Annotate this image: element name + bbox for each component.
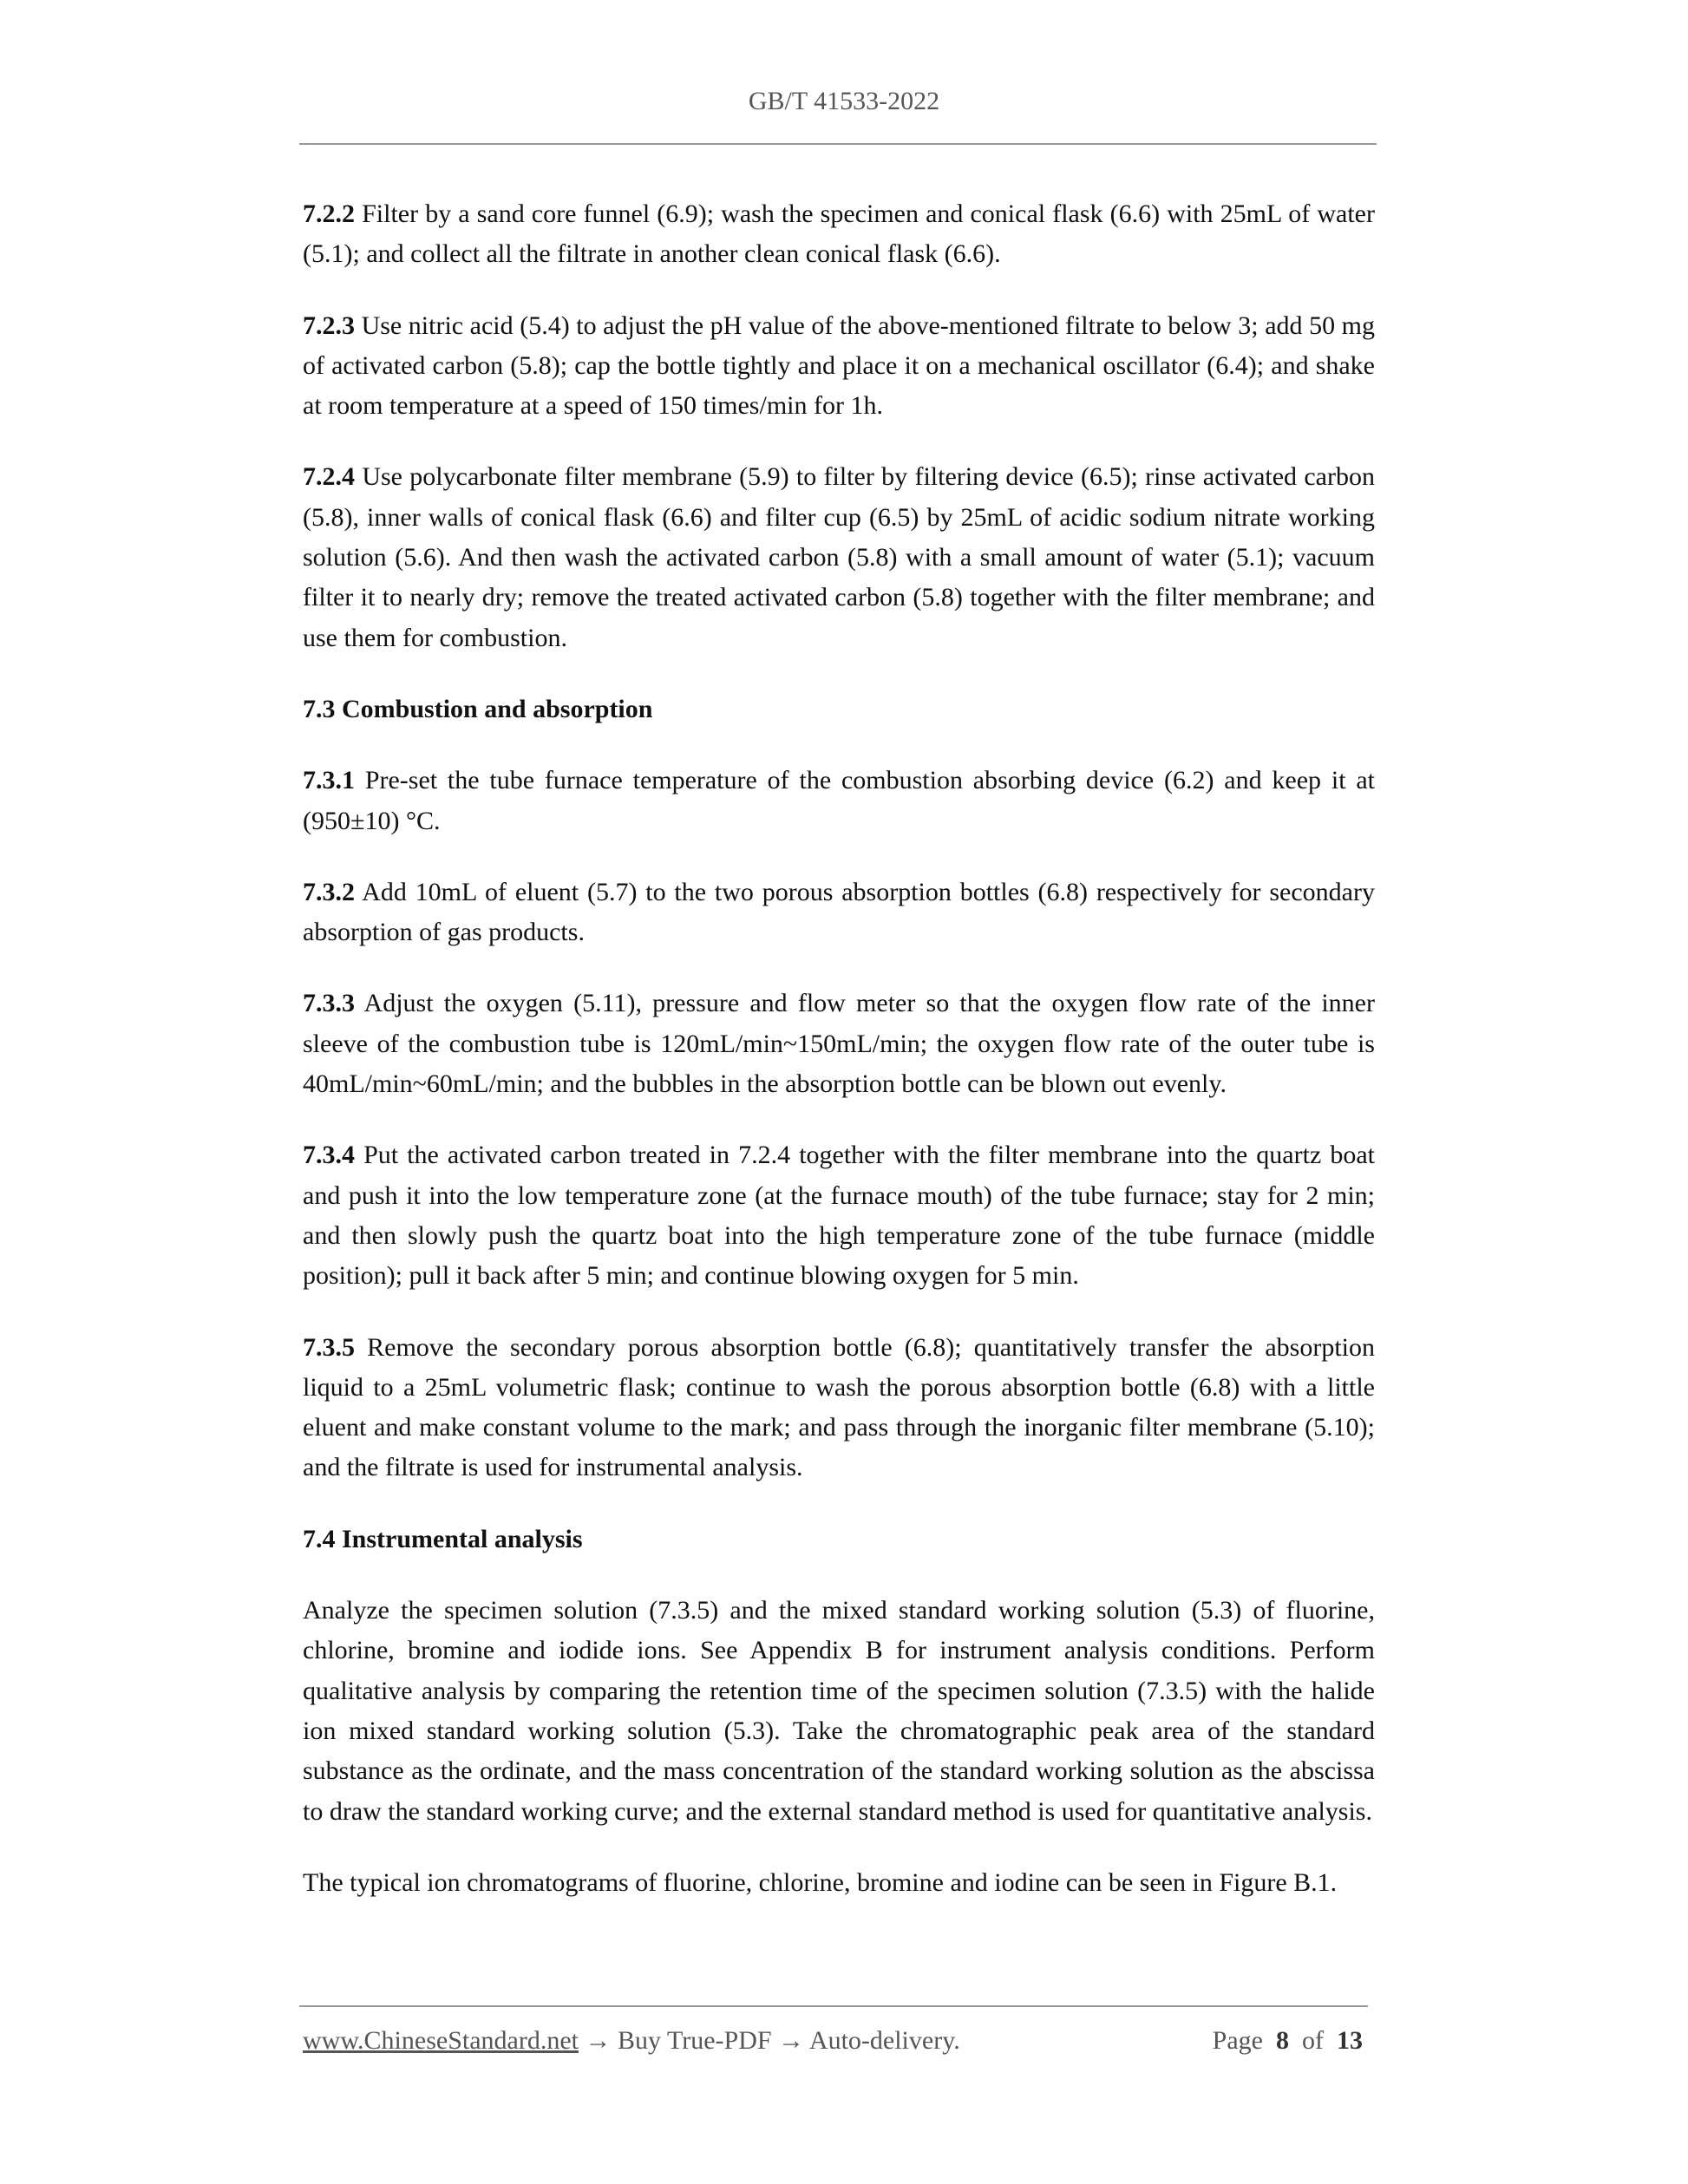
clause-text: Use polycarbonate filter membrane (5.9) to filter by filtering device (6.5); rinse activated carbon (5.8), inner walls of conical flask (6.6) and filter cup (6.5) by 25mL of acidic sodium nitrate working solution (5.6). And then wash the activated carbon (5.8) with a small amount of water (5.1); vacuum filter it to nearly dry; remove the treated activated carbon (5.8) together with the filter membrane; and use them for combustion. (303, 462, 1375, 652)
paragraph-7-3-3 (303, 984, 1375, 1104)
section-heading-7-4 (303, 1520, 1375, 1560)
paragraph-7-3-2 (303, 873, 1375, 953)
clause-number: 7.2.4 (303, 462, 355, 492)
clause-number: 7.3.4 (303, 1141, 355, 1170)
header-divider (299, 143, 1377, 145)
clause-number: 7.2.2 (303, 199, 355, 228)
footer-divider (299, 2005, 1368, 2007)
clause-text: Pre-set the tube furnace temperature of the combustion absorbing device (6.2) and keep it at (950±10) °C. (303, 766, 1375, 835)
page-indicator (1213, 2026, 1363, 2056)
of-label: of (1302, 2026, 1324, 2055)
clause-text: Adjust the oxygen (5.11), pressure and flow meter so that the oxygen flow rate of the inner sleeve of the combustion tube is 120mL/min~150mL/min; the oxygen flow rate of the outer tube is 40mL/min~60mL/min; and the bubbles in the absorption bottle can be blown out evenly. (303, 989, 1375, 1099)
paragraph-7-3-1 (303, 761, 1375, 841)
page-total: 13 (1337, 2026, 1363, 2055)
clause-number: 7.3.1 (303, 766, 355, 795)
paragraph-chromatograms (303, 1863, 1375, 1903)
clause-text: Use nitric acid (5.4) to adjust the pH value of the above-mentioned filtrate to below 3; add 50 mg of activated carbon (5.8); cap the bottle tightly and place it on a mechanical oscillator (6.4); and shake at room temperature at a speed of 150 times/min for 1h. (303, 311, 1375, 421)
clause-number: 7.3.5 (303, 1332, 355, 1362)
clause-text: Add 10mL of eluent (5.7) to the two porous absorption bottles (6.8) respectively for secondary absorption of gas products. (303, 877, 1375, 947)
paragraph-7-2-2 (303, 194, 1375, 275)
page-footer (303, 2026, 1363, 2056)
paragraph-7-2-4 (303, 457, 1375, 657)
clause-text: Put the activated carbon treated in 7.2.4 together with the filter membrane into the quartz boat and push it into the low temperature zone (at the furnace mouth) of the tube furnace; stay for 2 min; and then slowly push the quartz boat into the high temperature zone of the tube furnace (middle position); pull it back after 5 min; and continue blowing oxygen for 5 min. (303, 1141, 1375, 1291)
clause-text: Filter by a sand core funnel (6.9); wash the specimen and conical flask (6.6) with 25mL of water (5.1); and collect all the filtrate in another clean conical flask (6.6). (303, 199, 1375, 269)
paragraph-7-2-3 (303, 306, 1375, 427)
footer-promo (303, 2026, 960, 2056)
clause-number: 7.3.2 (303, 877, 355, 906)
paragraph-analysis (303, 1591, 1375, 1832)
document-header: GB/T 41533-2022 (748, 87, 940, 115)
paragraph-text: The typical ion chromatograms of fluorine, chlorine, bromine and iodine can be seen in Figure B.1. (303, 1867, 1338, 1897)
page-number: 8 (1276, 2026, 1289, 2055)
clause-text: Remove the secondary porous absorption bottle (6.8); quantitatively transfer the absorption liquid to a 25mL volumetric flask; continue to wash the porous absorption bottle (6.8) with a little eluent and make constant volume to the mark; and pass through the inorganic filter membrane (5.10); and the filtrate is used for instrumental analysis. (303, 1332, 1375, 1482)
section-heading-7-3 (303, 690, 1375, 729)
document-body (303, 194, 1375, 1934)
paragraph-7-3-4 (303, 1135, 1375, 1296)
footer-promo-text: → Buy True-PDF → Auto-delivery. (579, 2026, 960, 2055)
clause-number: 7.3.3 (303, 989, 355, 1018)
paragraph-7-3-5 (303, 1328, 1375, 1488)
section-heading: 7.4 Instrumental analysis (303, 1524, 583, 1553)
clause-number: 7.2.3 (303, 311, 355, 340)
paragraph-text: Analyze the specimen solution (7.3.5) and the mixed standard working solution (5.3) of fluorine, chlorine, bromine and iodide ions. See Appendix B for instrument analysis conditions. Perform qualitative analysis by comparing the retention time of the specimen solution (7.3.5) with the halide ion mixed standard working solution (5.3). Take the chromatographic peak area of the standard substance as the ordinate, and the mass concentration of the standard working solution as the abscissa to draw the standard working curve; and the external standard method is used for quantitative analysis. (303, 1596, 1375, 1826)
website-link[interactable]: www.ChineseStandard.net (303, 2026, 579, 2055)
section-heading: 7.3 Combustion and absorption (303, 694, 653, 723)
page-label: Page (1212, 2026, 1263, 2055)
